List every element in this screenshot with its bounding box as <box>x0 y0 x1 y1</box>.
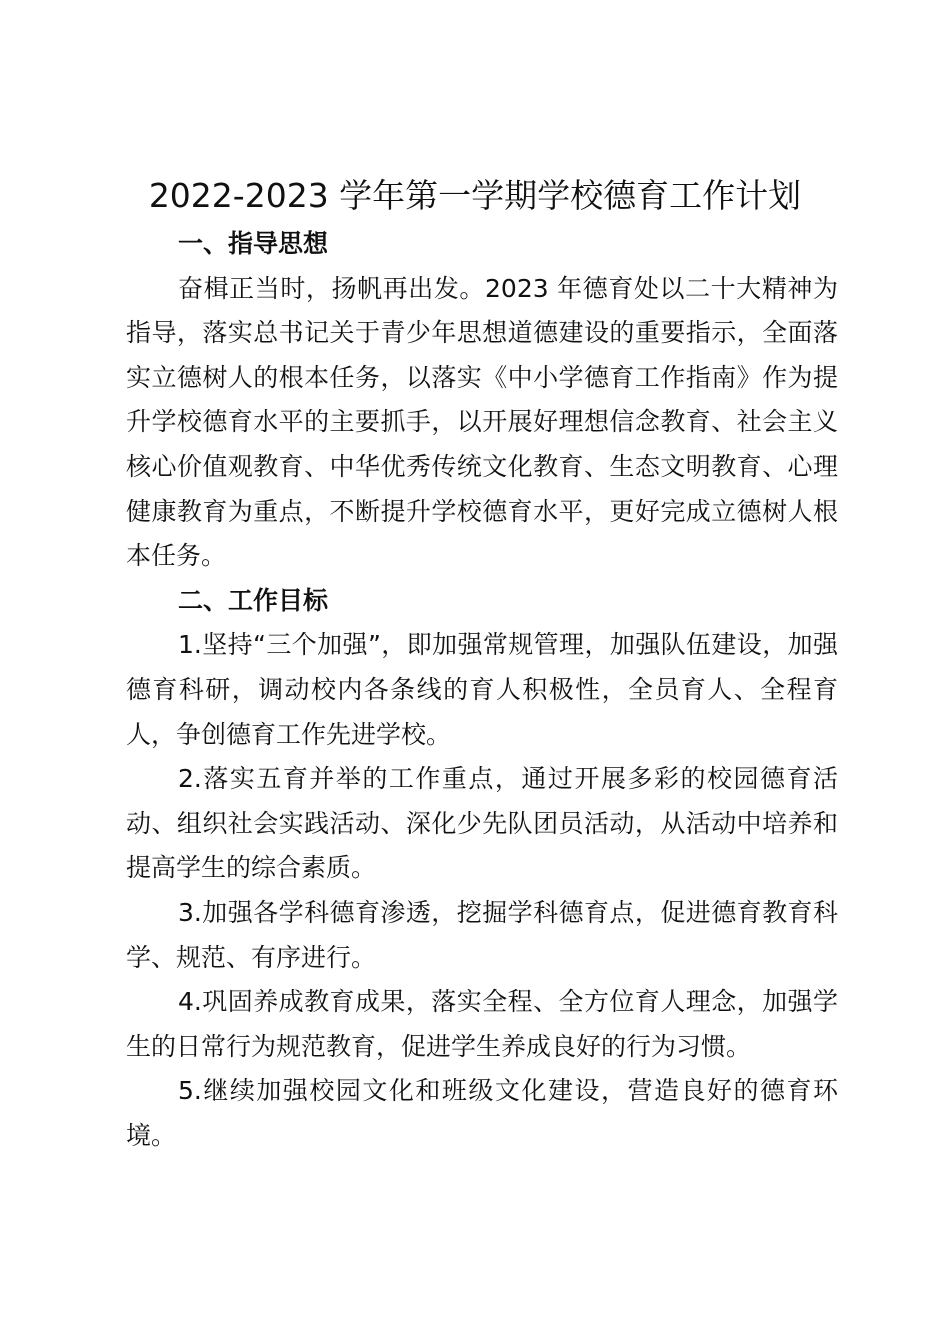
paragraph-goal-2: 2.落实五育并举的工作重点，通过开展多彩的校园德育活动、组织社会实践活动、深化少先队团员活动，从活动中培养和提高学生的综合素质。 <box>126 764 838 883</box>
paragraph-goal-3: 3.加强各学科德育渗透，挖掘学科德育点，促进德育教育科学、规范、有序进行。 <box>126 897 838 972</box>
paragraph-guiding-ideology: 奋楫正当时，扬帆再出发。2023 年德育处以二十大精神为指导，落实总书记关于青少年思想道德建设的重要指示，全面落实立德树人的根本任务，以落实《中小学德育工作指南》作为提升学校德育水平的主要抓手，以开展好理想信念教育、社会主义核心价值观教育、中华优秀传统文化教育、生态文明教育、心理健康教育为重点，不断提升学校德育水平，更好完成立德树人根本任务。 <box>126 273 838 571</box>
section-heading-guiding-ideology: 一、指导思想 <box>178 229 329 258</box>
section-heading-work-goals: 二、工作目标 <box>178 585 329 615</box>
document-title: 2022-2023 学年第一学期学校德育工作计划 <box>148 176 802 215</box>
paragraph-goal-1: 1.坚持“三个加强”，即加强常规管理，加强队伍建设，加强德育科研，调动校内各条线的育人积极性，全员育人、全程育人，争创德育工作先进学校。 <box>126 630 838 749</box>
paragraph-goal-5: 5.继续加强校园文化和班级文化建设，营造良好的德育环境。 <box>126 1076 838 1150</box>
paragraph-goal-4: 4.巩固养成教育成果，落实全程、全方位育人理念，加强学生的日常行为规范教育，促进学生养成良好的行为习惯。 <box>126 987 838 1061</box>
document-body <box>126 222 838 1158</box>
